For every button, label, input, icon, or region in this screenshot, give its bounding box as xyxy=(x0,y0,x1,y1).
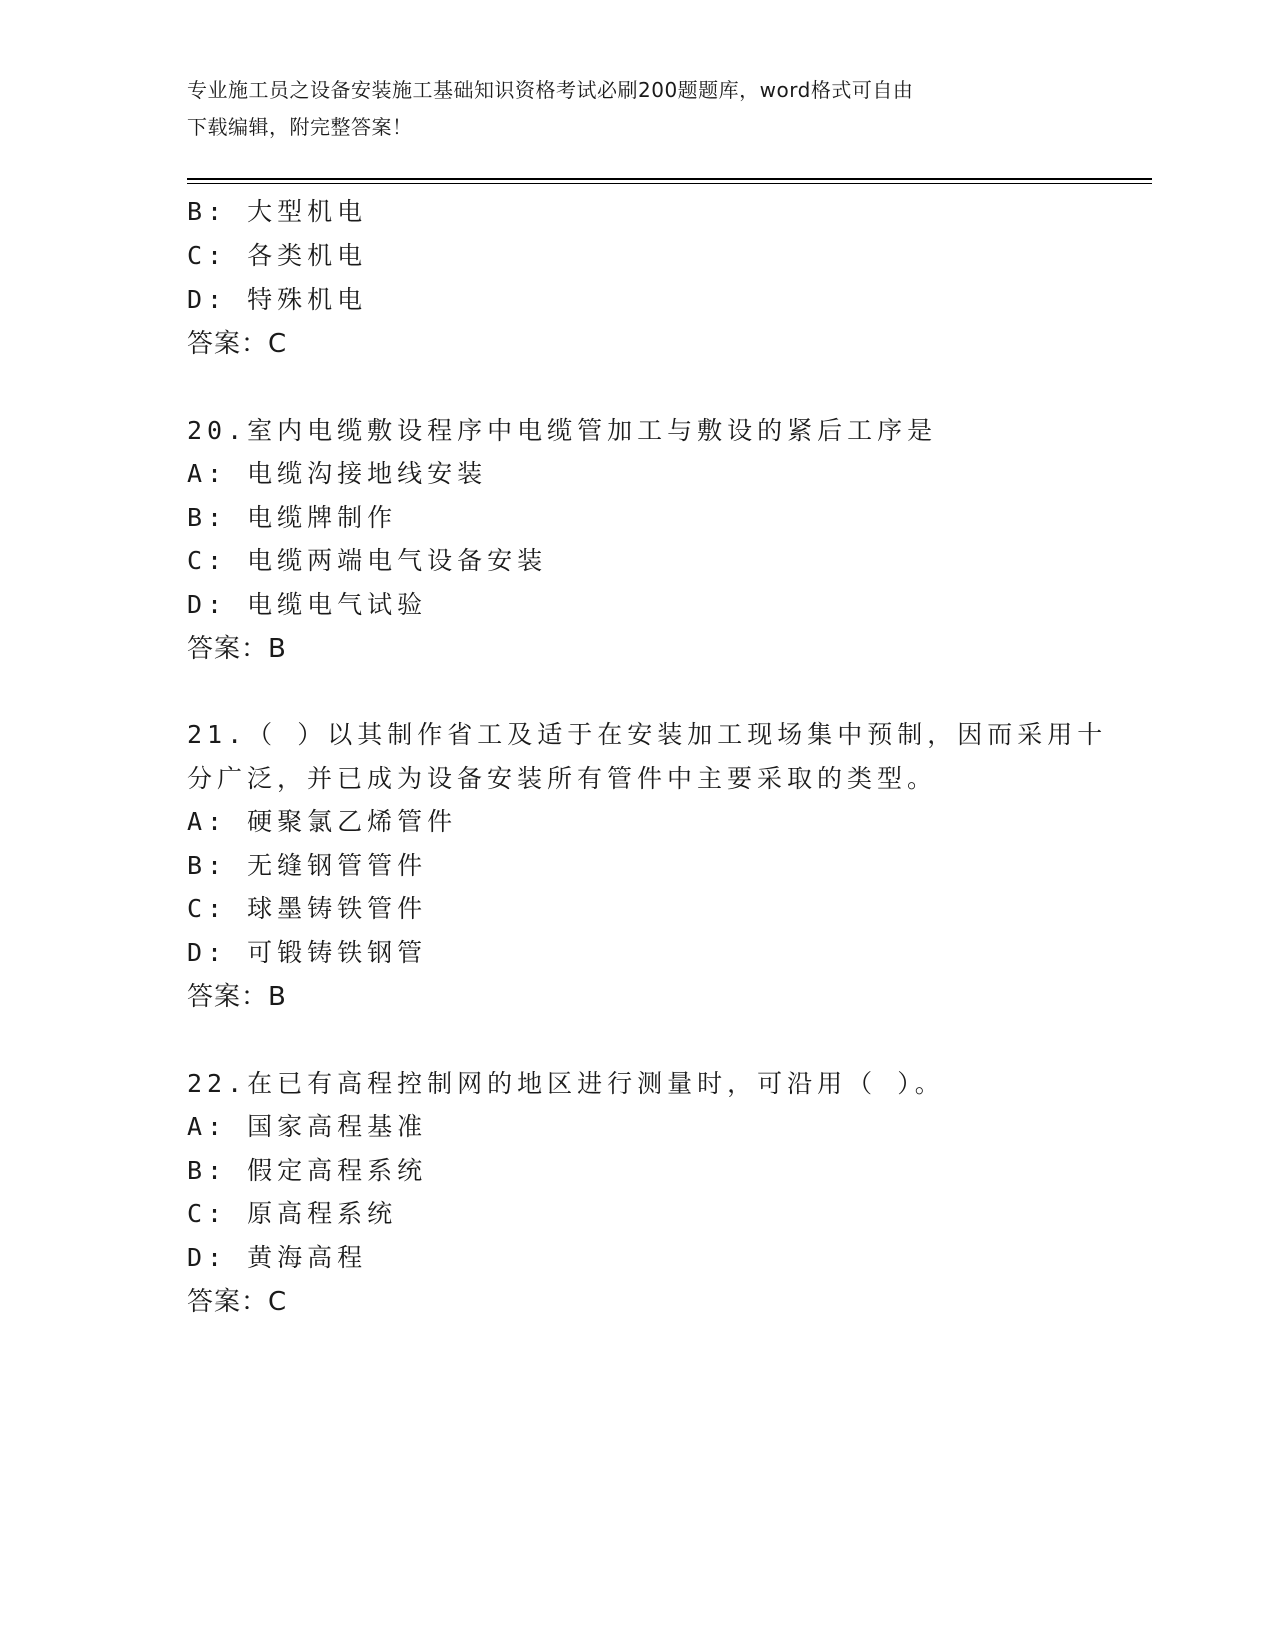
q20-answer: 答案：B xyxy=(187,634,287,664)
q22-answer: 答案：C xyxy=(187,1287,288,1317)
q21-option-d: D: 可锻铸铁钢管 xyxy=(187,938,428,967)
q20-option-c: C: 电缆两端电气设备安装 xyxy=(187,546,548,575)
q19-option-b: B: 大型机电 xyxy=(187,197,368,226)
q22-option-d: D: 黄海高程 xyxy=(187,1243,368,1272)
q22-option-a: A: 国家高程基准 xyxy=(187,1112,428,1141)
q21-option-c: C: 球墨铸铁管件 xyxy=(187,894,428,923)
q21-stem-line-2: 分广泛，并已成为设备安装所有管件中主要采取的类型。 xyxy=(187,764,938,793)
q22-option-b: B: 假定高程系统 xyxy=(187,1156,428,1185)
document-header xyxy=(187,72,1087,146)
q22-option-c: C: 原高程系统 xyxy=(187,1199,398,1228)
q20-stem: 20.室内电缆敷设程序中电缆管加工与敷设的紧后工序是 xyxy=(187,416,938,445)
q20-option-a: A: 电缆沟接地线安装 xyxy=(187,459,488,488)
q22-stem: 22.在已有高程控制网的地区进行测量时，可沿用（ ）。 xyxy=(187,1069,945,1098)
q19-option-c: C: 各类机电 xyxy=(187,241,368,270)
header-line-1: 专业施工员之设备安装施工基础知识资格考试必刷200题题库，word格式可自由 xyxy=(187,78,914,102)
q21-option-a: A: 硬聚氯乙烯管件 xyxy=(187,807,458,836)
q19-answer: 答案：C xyxy=(187,329,288,359)
header-divider-thick xyxy=(187,178,1152,180)
q20-option-b: B: 电缆牌制作 xyxy=(187,503,398,532)
header-line-2: 下载编辑，附完整答案！ xyxy=(187,115,413,139)
header-divider-thin xyxy=(187,183,1152,184)
q21-stem-line-1: 21.（ ）以其制作省工及适于在安装加工现场集中预制，因而采用十 xyxy=(187,720,1108,749)
q20-option-d: D: 电缆电气试验 xyxy=(187,590,428,619)
q19-option-d: D: 特殊机电 xyxy=(187,285,368,314)
q21-option-b: B: 无缝钢管管件 xyxy=(187,851,428,880)
q21-answer: 答案：B xyxy=(187,982,287,1012)
